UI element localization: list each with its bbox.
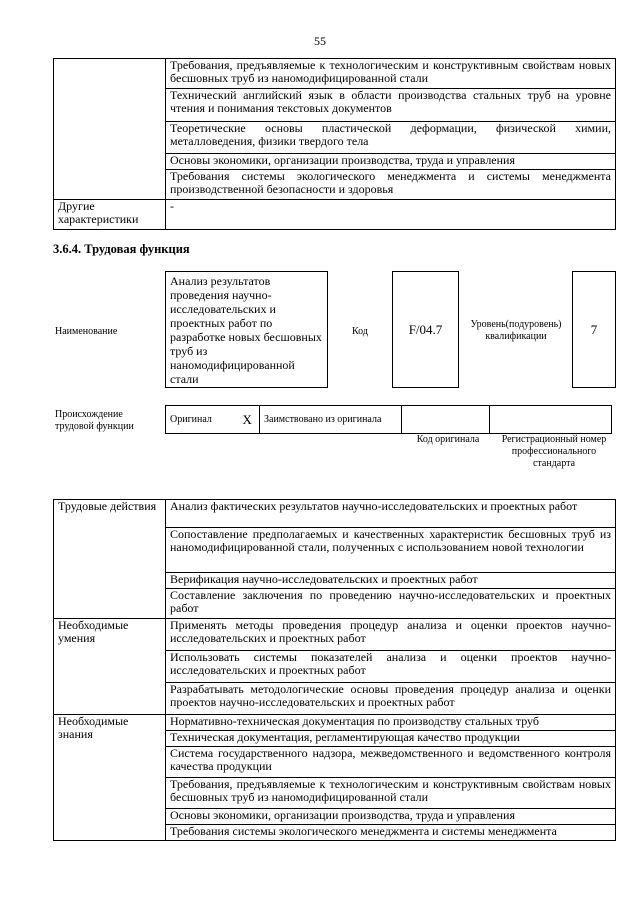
table-cell: Использовать системы показателей анализа и оценки проектов научно-исследовательских и проектных работ <box>166 651 616 683</box>
table-cell: Требования системы экологического менеджмента и системы менеджмента <box>166 825 616 841</box>
top-requirements-table <box>53 58 616 230</box>
reg-number-caption: Регистрационный номер профессионального стандарта <box>501 434 607 469</box>
original-mark: X <box>236 406 260 434</box>
name-label: Наименование <box>55 326 118 337</box>
table-cell: Основы экономики, организации производства, труда и управления <box>166 809 616 825</box>
table-cell: Нормативно-техническая документация по производству стальных труб <box>166 715 616 731</box>
table-cell: Составление заключения по проведению научно-исследовательских и проектных работ <box>166 589 616 619</box>
table-cell: - <box>166 200 616 230</box>
original-label: Оригинал <box>166 406 236 434</box>
labor-function-table <box>53 499 616 841</box>
function-name-box: Анализ результатов проведения научно-исследовательских и проектных работ по разработке новых бесшовных труб из наномодифицированной стали <box>165 271 328 388</box>
level-value: 7 <box>590 322 598 337</box>
origin-table <box>165 405 612 434</box>
borrowed-label: Заимствовано из оригинала <box>260 406 402 434</box>
table-cell: Верификация научно-исследовательских и проектных работ <box>166 573 616 589</box>
level-label: Уровень(подуровень) квалификации <box>470 319 562 342</box>
table-cell: Техническая документация, регламентирующая качество продукции <box>166 731 616 747</box>
labor-actions-label: Трудовые действия <box>54 500 166 619</box>
origin-label: Происхождение трудовой функции <box>55 409 134 432</box>
knowledge-label-cell <box>54 59 166 200</box>
table-cell: Анализ фактических результатов научно-исследовательских и проектных работ <box>166 500 616 528</box>
table-cell: Теоретические основы пластической деформации, физической химии, металловедения, физики твердого тела <box>166 122 616 154</box>
code-original-cell <box>402 406 490 434</box>
table-cell: Сопоставление предполагаемых и качественных характеристик бесшовных труб из наномодифицированной стали, полученных с использованием новой технологии <box>166 528 616 573</box>
reg-number-cell <box>490 406 612 434</box>
skills-label: Необходимые умения <box>54 619 166 715</box>
table-cell: Требования системы экологического менеджмента и системы менеджмента производственной безопасности и здоровья <box>166 170 616 200</box>
table-cell: Разрабатывать методологические основы проведения процедур анализа и оценки проектов научно-исследовательских и проектных работ <box>166 683 616 715</box>
code-value: F/04.7 <box>408 322 443 337</box>
section-title: 3.6.4. Трудовая функция <box>53 242 190 256</box>
table-cell: Основы экономики, организации производства, труда и управления <box>166 154 616 170</box>
table-cell: Требования, предъявляемые к технологическим и конструктивным свойствам новых бесшовных труб из наномодифицированной стали <box>166 778 616 809</box>
table-cell: Система государственного надзора, межведомственного и ведомственного контроля качества продукции <box>166 747 616 778</box>
table-cell: Требования, предъявляемые к технологическим и конструктивным свойствам новых бесшовных труб из наномодифицированной стали <box>166 59 616 89</box>
code-original-caption: Код оригинала <box>416 434 480 445</box>
table-cell: Технический английский язык в области производства стальных труб на уровне чтения и понимания текстовых документов <box>166 89 616 122</box>
table-cell: Применять методы проведения процедур анализа и оценки проектов научно-исследовательских и проектных работ <box>166 619 616 651</box>
page-number: 55 <box>314 34 326 48</box>
other-characteristics-label: Другие характеристики <box>54 200 166 230</box>
knowledge-label: Необходимые знания <box>54 715 166 841</box>
code-label: Код <box>352 326 368 337</box>
